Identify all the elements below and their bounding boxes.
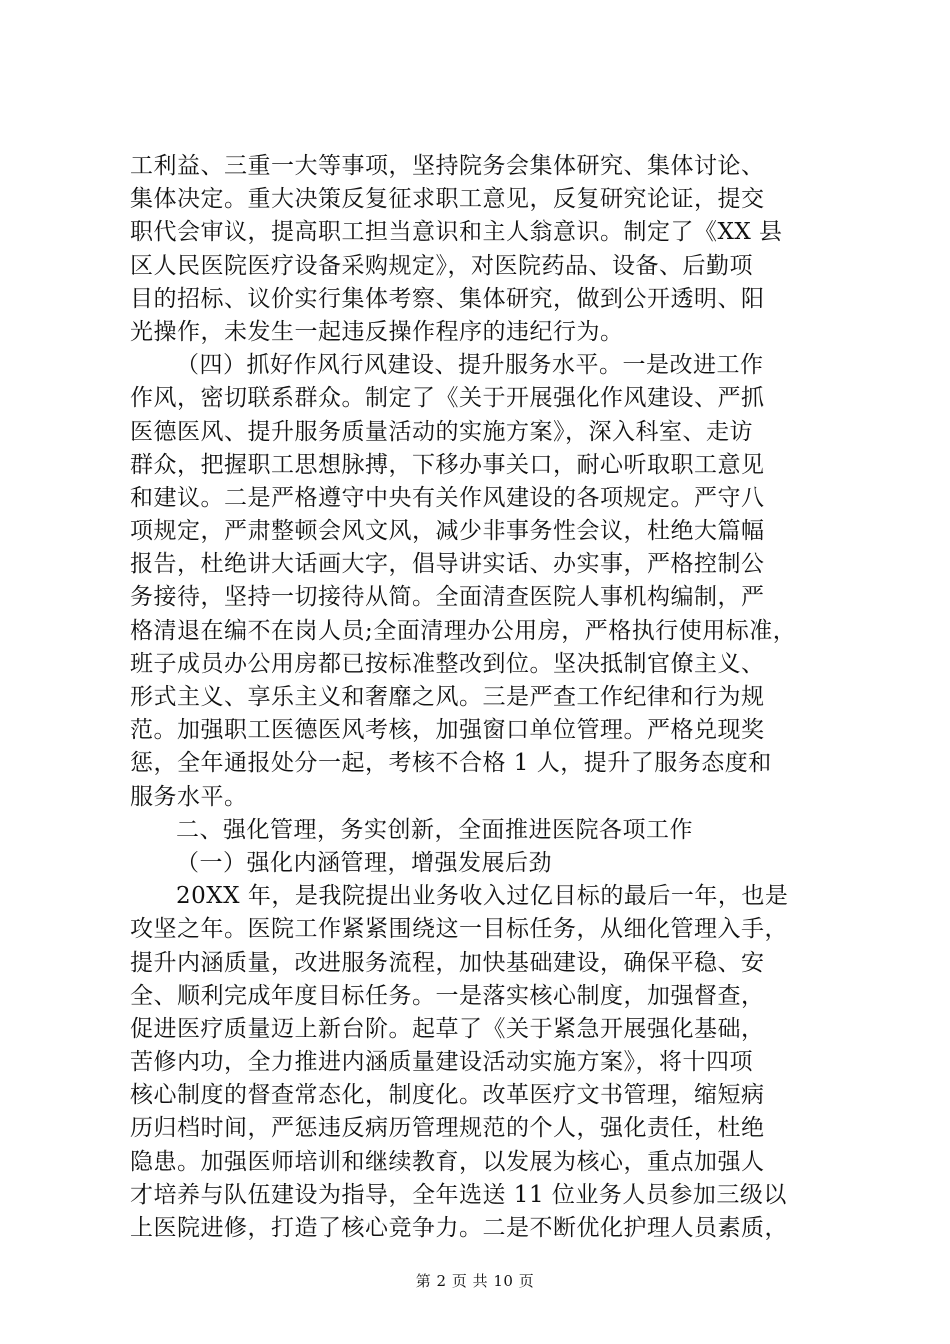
text-line: 目的招标、议价实行集体考察、集体研究，做到公开透明、阳 <box>130 285 765 312</box>
text-line: 攻坚之年。医院工作紧紧围绕这一目标任务，从细化管理入手， <box>130 916 788 943</box>
text-line: 全、顺利完成年度目标任务。一是落实核心制度，加强督查， <box>130 982 765 1009</box>
text-line: 医德医风、提升服务质量活动的实施方案》，深入科室、走访 <box>130 418 753 445</box>
body-text <box>130 150 830 1245</box>
text-line: 提升内涵质量，改进服务流程，加快基础建设，确保平稳、安 <box>130 949 765 976</box>
text-line: 和建议。二是严格遵守中央有关作风建设的各项规定。严守八 <box>130 484 765 511</box>
text-line: 集体决定。重大决策反复征求职工意见，反复研究论证，提交 <box>130 186 765 213</box>
text-line: 项规定，严肃整顿会风文风，减少非事务性会议，杜绝大篇幅 <box>130 518 765 545</box>
text-line: 务接待，坚持一切接待从简。全面清查医院人事机构编制，严 <box>130 584 765 611</box>
text-line: 范。加强职工医德医风考核，加强窗口单位管理。严格兑现奖 <box>130 717 765 744</box>
text-line: （一）强化内涵管理，增强发展后劲 <box>176 849 552 876</box>
text-line: 工利益、三重一大等事项，坚持院务会集体研究、集体讨论、 <box>130 153 765 179</box>
text-line: 惩，全年通报处分一起，考核不合格 1 人，提升了服务态度和 <box>130 750 772 777</box>
text-line: 职代会审议，提高职工担当意识和主人翁意识。制定了《XX 县 <box>130 219 783 246</box>
text-line: 核心制度的督查常态化，制度化。改革医疗文书管理，缩短病 <box>130 1082 765 1109</box>
text-line: 隐患。加强医师培训和继续教育，以发展为核心，重点加强人 <box>130 1148 765 1175</box>
text-line: （四）抓好作风行风建设、提升服务水平。一是改进工作 <box>176 352 764 379</box>
text-line: 苦修内功，全力推进内涵质量建设活动实施方案》，将十四项 <box>130 1049 753 1076</box>
text-line: 上医院进修，打造了核心竞争力。二是不断优化护理人员素质， <box>130 1215 788 1241</box>
text-line: 20XX 年，是我院提出业务收入过亿目标的最后一年，也是 <box>176 883 789 910</box>
text-line: 区人民医院医疗设备采购规定》，对医院药品、设备、后勤项 <box>130 252 753 279</box>
text-line: 促进医疗质量迈上新台阶。起草了《关于紧急开展强化基础， <box>130 1015 765 1042</box>
text-line: 群众，把握职工思想脉搏，下移办事关口，耐心听取职工意见 <box>130 451 765 478</box>
text-line: 形式主义、享乐主义和奢靡之风。三是严查工作纪律和行为规 <box>130 684 765 710</box>
text-line: 光操作，未发生一起违反操作程序的违纪行为。 <box>130 318 624 345</box>
page-footer: 第 2 页 共 10 页 <box>415 1272 535 1290</box>
text-line: 二、强化管理，务实创新，全面推进医院各项工作 <box>176 816 693 843</box>
text-line: 历归档时间，严惩违反病历管理规范的个人，强化责任，杜绝 <box>130 1115 765 1142</box>
text-line: 作风，密切联系群众。制定了《关于开展强化作风建设、严抓 <box>130 385 765 412</box>
text-line: 报告，杜绝讲大话画大字，倡导讲实话、办实事，严格控制公 <box>130 551 765 578</box>
text-line: 才培养与队伍建设为指导，全年选送 11 位业务人员参加三级以 <box>130 1181 787 1208</box>
text-line: 服务水平。 <box>130 783 248 810</box>
text-line: 格清退在编不在岗人员;全面清理办公用房，严格执行使用标准， <box>130 617 797 644</box>
text-line: 班子成员办公用房都已按标准整改到位。坚决抵制官僚主义、 <box>130 650 765 677</box>
